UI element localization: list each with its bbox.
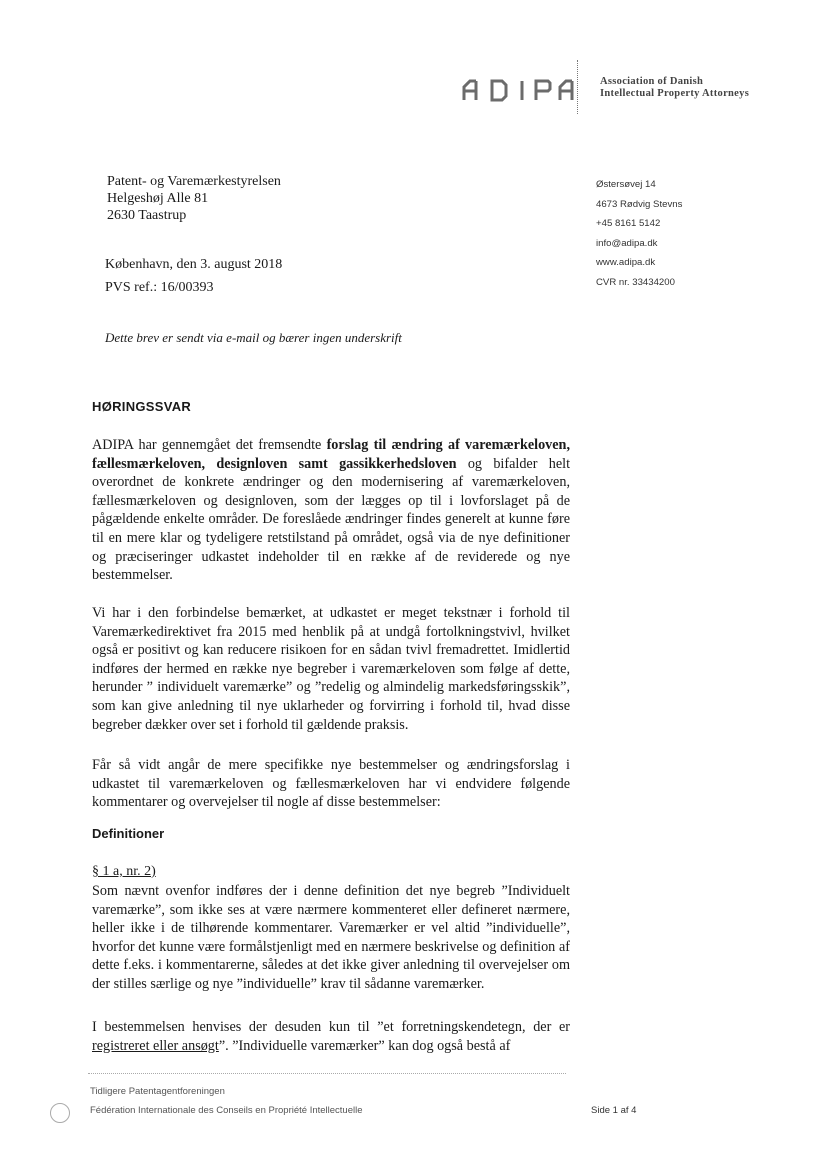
paragraph-5: [92, 1018, 570, 1055]
email-note: Dette brev er sendt via e-mail og bærer ingen underskrift: [105, 330, 402, 345]
contact-email: info@adipa.dk: [596, 237, 658, 249]
recipient-line-2: Helgeshøj Alle 81: [107, 191, 209, 206]
letter-heading: HØRINGSSVAR: [92, 399, 192, 414]
contact-street: Østersøvej 14: [596, 179, 656, 190]
header-separator: [577, 60, 578, 114]
contact-phone: +45 8161 5142: [596, 218, 661, 229]
letter-date: København, den 3. august 2018: [105, 257, 283, 272]
association-name: [600, 76, 749, 100]
paragraph-1-intro: ADIPA har gennemgået det fremsendte: [92, 437, 327, 453]
paragraph-2: [92, 604, 570, 734]
paragraph-5-underlined: registreret eller ansøgt: [92, 1037, 219, 1054]
paragraph-5-rest: ”. ”Individuelle varemærker” kan dog også bestå af: [218, 1037, 511, 1054]
sender-contact: [596, 175, 682, 292]
paragraph-4-text: Som nævnt ovenfor indføres der i denne definition det nye begreb ”Individuelt varemærke”, som ikke ses at være nærmere kommenteret eller defineret nærmere, heller ikke i de tilhørende kommentarer. Varemærker er vel altid ”individuelle”, hvorfor det kunne være formålstjenligt med en nærmere beskrivelse og definition af dette f.eks. i kommentarerne, således at det ikke giver anledning til overvejelser om der stilles særlige og nye ”individuelle” krav til sådanne varemærker.: [92, 883, 570, 992]
footer-line-2: Fédération Internationale des Conseils en Propriété Intellectuelle: [90, 1105, 363, 1116]
adipa-logo: [462, 78, 574, 107]
definitions-heading: Definitioner: [92, 826, 165, 841]
contact-city: 4673 Rødvig Stevns: [596, 198, 683, 210]
adipa-logo-mark: [462, 78, 574, 102]
association-line-2: Intellectual Property Attorneys: [600, 88, 750, 99]
paragraph-5-intro: I bestemmelsen henvises der desuden kun til ”et forretningskendetegn, der er: [92, 1019, 570, 1035]
page-number: Side 1 af 4: [591, 1105, 637, 1116]
paragraph-3-text: Får så vidt angår de mere specifikke nye bestemmelser og ændringsforslag i udkastet til varemærkeloven og fællesmærkeloven har vi endvidere følgende kommentarer og overvejelser til nogle af disse bestemmelser:: [92, 757, 570, 811]
contact-web: www.adipa.dk: [596, 257, 656, 268]
letter-reference: PVS ref.: 16/00393: [105, 280, 214, 295]
footer-line-1: Tidligere Patentagentforeningen: [90, 1086, 225, 1097]
paragraph-1-rest: og bifalder helt overordnet de konkrete ændringer og den modernisering af varemærkeloven, fællesmærkeloven og designloven, som der lægges op til i lovforslaget på de pågældende enkelte områder. De foreslåede ændringer findes generelt at kunne føre til en mere klar og tydeligere retstilstand på området, også via de nye definitioner og præciseringer udkastet indeholder til en række af de reviderede og nye bestemmelser.: [92, 455, 571, 584]
recipient-line-3: 2630 Taastrup: [107, 208, 187, 223]
paragraph-2-text: Vi har i den forbindelse bemærket, at udkastet er meget tekstnær i forhold til Varemærkedirektivet fra 2015 med henblik på at undgå fortolkningstvivl, hvilket også er positivt og kan reducere risikoen for en sådan tvivl fremadrettet. Imidlertid indføres der hermed en række nye begreber i varemærkeloven som følge af dette, herunder ” individuelt varemærke” og ”redelig og almindelig markedsføringsskik”, som kan give anledning til nye uklarheder og forvirring i forhold til, hvad disse begreber dækker over set i forhold til gældende praksis.: [92, 605, 570, 733]
recipient-address: [107, 173, 281, 224]
paragraph-1-bold: forslag til ændring af varemærkeloven, fællesmærkeloven, designloven samt gassikkerhedsloven: [92, 437, 570, 472]
paragraph-4: [92, 882, 570, 994]
contact-cvr: CVR nr. 33434200: [596, 276, 675, 288]
association-line-1: Association of Danish: [600, 76, 704, 87]
section-reference: § 1 a, nr. 2): [92, 864, 156, 879]
fici-emblem-icon: [50, 1103, 70, 1123]
paragraph-3: [92, 756, 570, 812]
paragraph-1: [92, 436, 570, 585]
footer-divider: [88, 1073, 566, 1074]
recipient-line-1: Patent- og Varemærkestyrelsen: [107, 174, 281, 189]
